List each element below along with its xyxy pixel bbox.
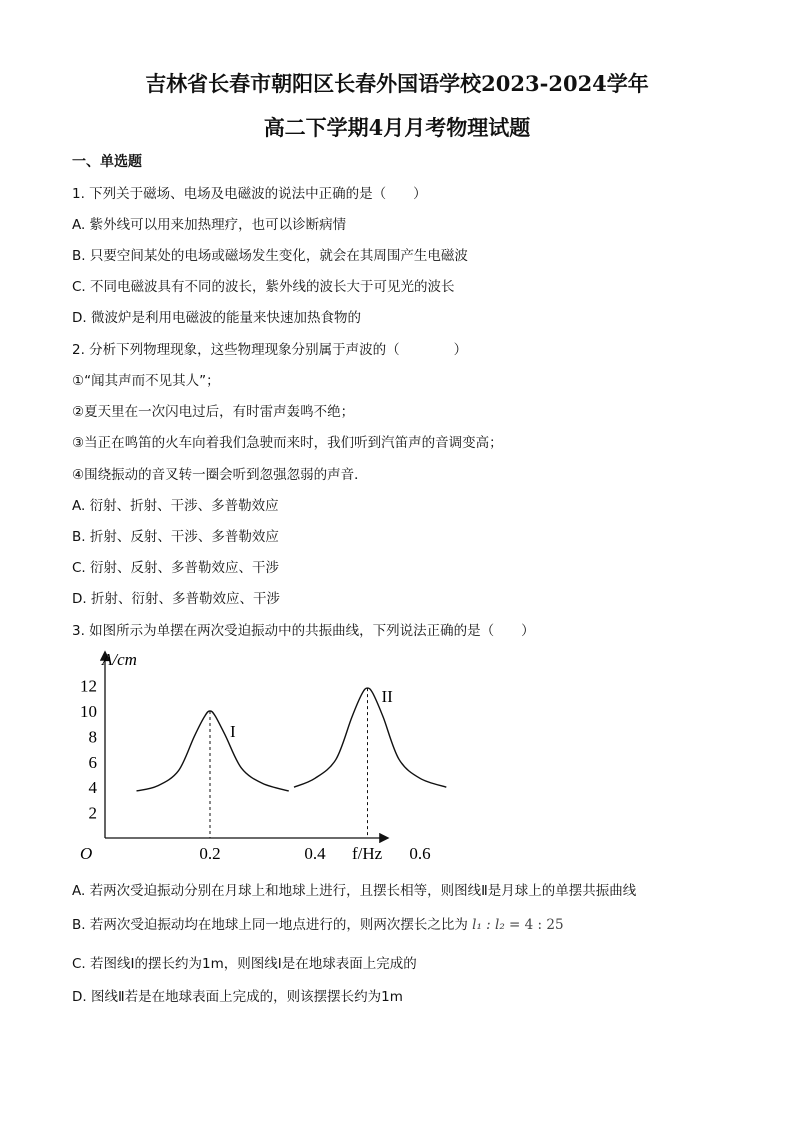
q3-ratio-lhs: l₁ : l₂ [472, 917, 505, 933]
q3-option-c: C. 若图线Ⅰ的摆长约为1m，则图线Ⅰ是在地球表面上完成的 [72, 956, 417, 972]
resonance-curve-1 [137, 711, 289, 791]
q1-option-b: B. 只要空间某处的电场或磁场发生变化，就会在其周围产生电磁波 [72, 248, 468, 264]
exam-title-line1: 吉林省长春市朝阳区长春外国语学校2023-2024学年 [145, 71, 649, 96]
q2-item-1: ①“闻其声而不见其人”； [72, 373, 220, 389]
y-tick-label: 2 [88, 803, 97, 823]
q1-option-d: D. 微波炉是利用电磁波的能量来快速加热食物的 [72, 310, 361, 326]
q3-option-d: D. 图线Ⅱ若是在地球表面上完成的，则该摆摆长约为1m [72, 989, 403, 1005]
q1-option-a: A. 紫外线可以用来加热理疗，也可以诊断病情 [72, 217, 347, 233]
q1-stem: 1. 下列关于磁场、电场及电磁波的说法中正确的是（ ） [72, 186, 427, 202]
x-tick-label: 0.4 [304, 844, 326, 863]
y-tick-label: 8 [88, 727, 97, 747]
y-axis-label [101, 650, 137, 669]
q2-item-4: ④围绕振动的音叉转一圈会听到忽强忽弱的声音． [72, 467, 368, 483]
q3-ratio-rhs: = 4 : 25 [509, 917, 564, 933]
q3-stem: 3. 如图所示为单摆在两次受迫振动中的共振曲线，下列说法正确的是（ ） [72, 623, 535, 639]
q1-option-c: C. 不同电磁波具有不同的波长，紫外线的波长大于可见光的波长 [72, 279, 455, 295]
q2-option-b: B. 折射、反射、干涉、多普勒效应 [72, 529, 279, 545]
resonance-chart [72, 645, 431, 870]
y-tick-label: 12 [80, 676, 97, 696]
x-tick-label: 0.2 [199, 844, 221, 863]
q3-option-b [72, 913, 564, 933]
q2-option-d: D. 折射、衍射、多普勒效应、干涉 [72, 591, 280, 607]
series-label-1: I [230, 722, 236, 741]
origin-label: O [80, 844, 93, 863]
q2-item-3: ③当正在鸣笛的火车向着我们急驶而来时，我们听到汽笛声的音调变高； [72, 435, 503, 451]
q2-option-a: A. 衍射、折射、干涉、多普勒效应 [72, 498, 279, 514]
q2-item-2: ②夏天里在一次闪电过后，有时雷声轰鸣不绝； [72, 404, 355, 420]
q3-option-a: A. 若两次受迫振动分别在月球上和地球上进行，且摆长相等，则图线Ⅱ是月球上的单摆共振曲线 [72, 883, 637, 899]
x-axis-label: f/Hz [352, 844, 383, 863]
y-tick-label: 10 [80, 702, 97, 721]
series-label-2: II [381, 687, 393, 707]
y-tick-label: 4 [88, 778, 97, 798]
section-heading: 一、单选题 [72, 154, 142, 170]
y-tick-label: 6 [88, 752, 97, 772]
x-tick-label: 0.6 [409, 844, 431, 863]
q3-option-b-text: B. 若两次受迫振动均在地球上同一地点进行的，则两次摆长之比为 [72, 917, 468, 933]
resonance-curve-2 [294, 688, 446, 787]
exam-title-line2: 高二下学期4月月考物理试题 [263, 115, 531, 140]
y-axis-label-text: A/cm [102, 650, 137, 669]
q2-option-c: C. 衍射、反射、多普勒效应、干涉 [72, 560, 280, 576]
q2-stem: 2. 分析下列物理现象，这些物理现象分别属于声波的（ ） [72, 342, 468, 358]
